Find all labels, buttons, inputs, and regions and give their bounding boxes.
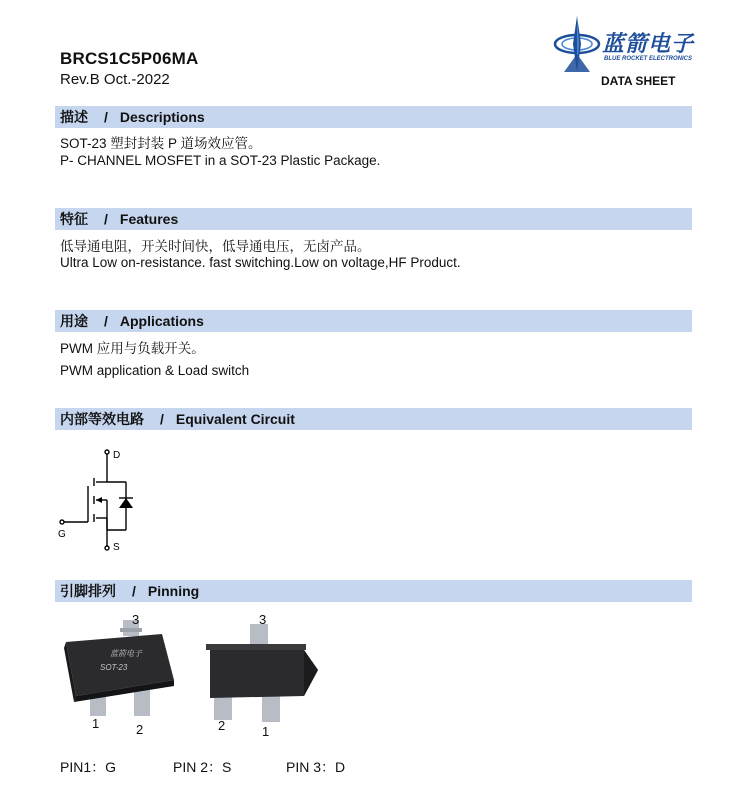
doc-type: DATA SHEET	[601, 74, 676, 88]
drain-label: D	[113, 450, 121, 461]
features-line-en: Ultra Low on-resistance. fast switching.Low on voltage,HF Product.	[60, 255, 461, 270]
pin-2-assignment: PIN 2：S	[173, 759, 232, 775]
section-title-en: Pinning	[147, 583, 200, 599]
back-pin-2-label: 2	[218, 718, 226, 733]
separator: /	[104, 109, 108, 125]
logo-text-cn: 蓝箭电子	[602, 31, 695, 56]
package-back-view	[200, 624, 322, 724]
pin-1-assignment: PIN1：G	[60, 759, 117, 775]
section-title-cn: 内部等效电路	[60, 411, 144, 427]
section-header-applications	[55, 310, 692, 332]
section-title-en: Descriptions	[119, 109, 205, 125]
section-header-descriptions	[55, 106, 692, 128]
section-title-cn: 描述	[60, 109, 88, 125]
section-header-features	[55, 208, 692, 230]
features-line-cn: 低导通电阻，开关时间快，低导通电压，无卤产品。	[60, 239, 371, 254]
package-marking: SOT-23	[100, 663, 128, 672]
back-pin-3-label: 3	[259, 612, 267, 627]
description-line-en: P- CHANNEL MOSFET in a SOT-23 Plastic Package.	[60, 153, 381, 168]
section-header-pinning	[55, 580, 692, 602]
revision: Rev.B Oct.-2022	[60, 71, 170, 88]
package-logo-text: 蓝箭电子	[110, 649, 142, 658]
front-pin-2-label: 2	[136, 722, 144, 737]
applications-line-cn: PWM 应用与负载开关。	[60, 341, 205, 356]
package-front-view	[62, 620, 182, 720]
description-line-cn: SOT-23 塑封封装 P 道场效应管。	[60, 136, 262, 151]
pin-3-assignment: PIN 3：D	[286, 759, 346, 775]
applications-line-en: PWM application & Load switch	[60, 363, 250, 378]
separator: /	[104, 313, 108, 329]
section-title-cn: 用途	[60, 313, 88, 329]
section-title-cn: 特征	[60, 211, 88, 227]
section-title-cn: 引脚排列	[60, 583, 116, 599]
source-label: S	[113, 542, 120, 553]
separator: /	[104, 211, 108, 227]
front-pin-1-label: 1	[92, 716, 100, 731]
separator: /	[160, 411, 164, 427]
back-pin-1-label: 1	[262, 724, 270, 739]
mosfet-schematic	[56, 442, 146, 554]
section-header-circuit	[55, 408, 692, 430]
separator: /	[132, 583, 136, 599]
section-title-en: Equivalent Circuit	[175, 411, 295, 427]
section-title-en: Applications	[119, 313, 204, 329]
gate-label: G	[58, 529, 66, 540]
front-pin-3-label: 3	[132, 612, 140, 627]
logo-text-en: BLUE ROCKET ELECTRONICS	[604, 56, 693, 62]
part-number: BRCS1C5P06MA	[60, 49, 199, 68]
section-title-en: Features	[119, 211, 179, 227]
